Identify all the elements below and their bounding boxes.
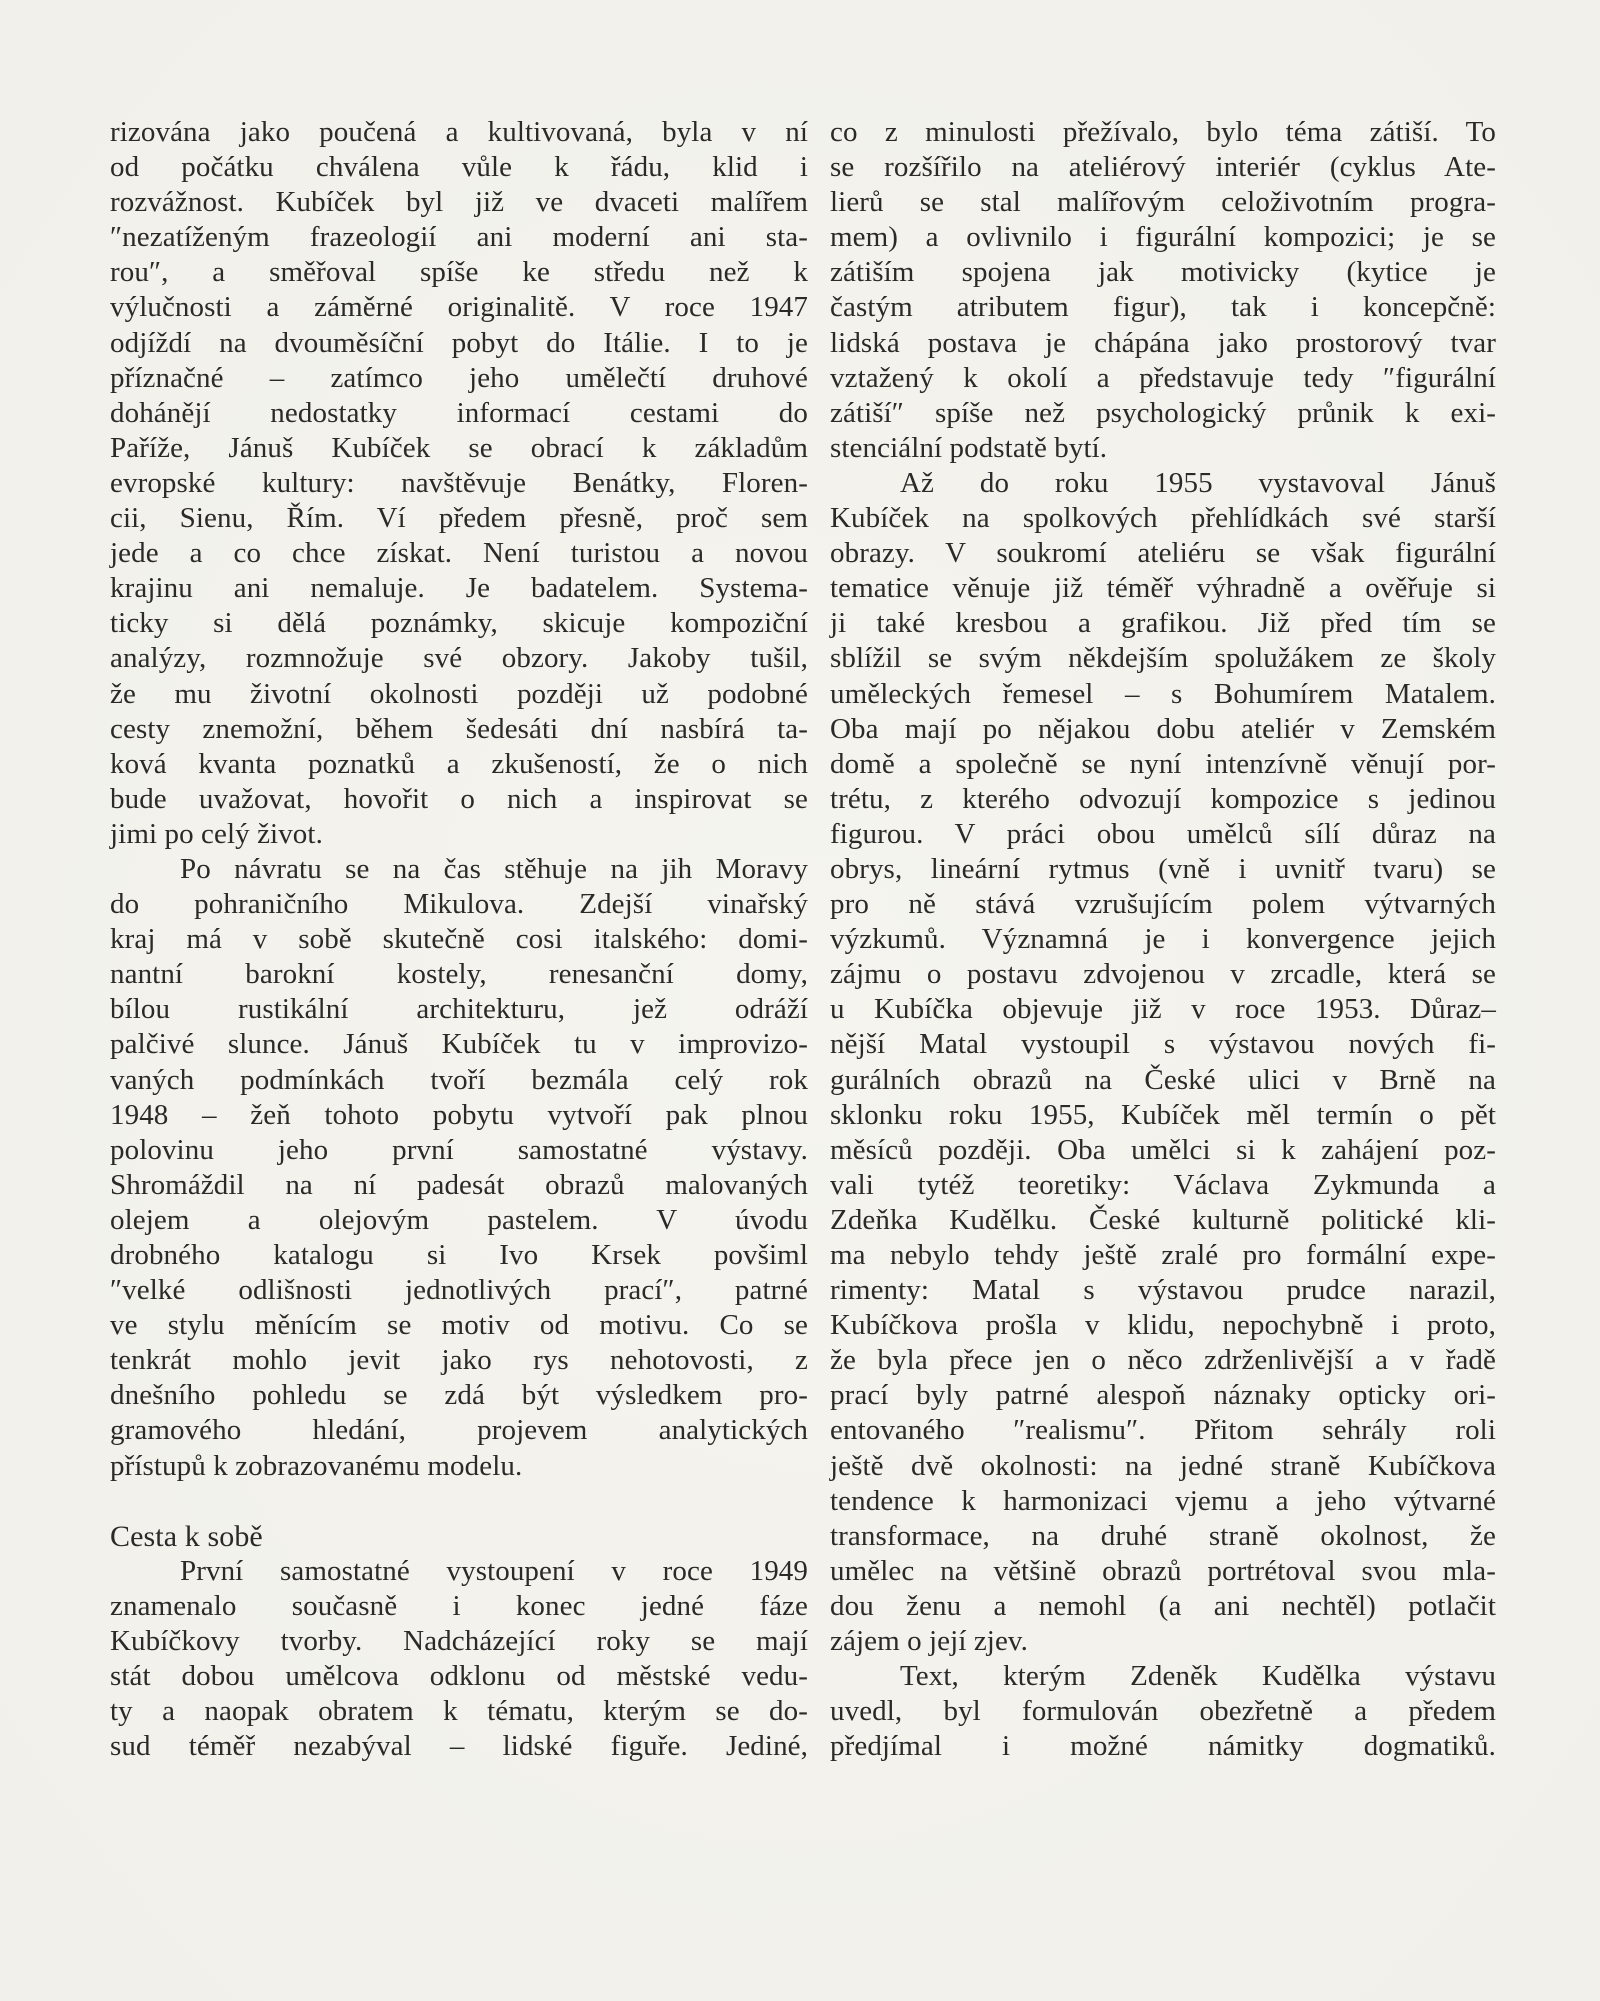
text-line: rizována jako poučená a kultivovaná, byla v ní: [110, 116, 808, 148]
paragraph-first-line: První samostatné vystoupení v roce 1949: [180, 1554, 808, 1587]
text-line: ji také kresbou a grafikou. Již před tím se: [830, 607, 1496, 640]
text-line: dnešního pohledu se zdá být výsledkem pro-: [110, 1379, 808, 1412]
text-line: bude uvažovat, hovořit o nich a inspirovat se: [110, 782, 808, 815]
text-line: od počátku chválena vůle k řádu, klid i: [110, 151, 808, 184]
text-line: pro ně stává vzrušujícím polem výtvarných: [830, 888, 1496, 921]
text-line: měsíců později. Oba umělci si k zahájení poz-: [830, 1133, 1496, 1166]
text-line: gurálních obrazů na České ulici v Brně na: [830, 1063, 1496, 1096]
text-line: co z minulosti přežívalo, bylo téma zátiší. To: [830, 116, 1496, 148]
text-line: mem) a ovlivnilo i figurální kompozici; je se: [830, 221, 1496, 254]
text-line: ková kvanta poznatků a zkušeností, že o nich: [110, 747, 808, 780]
text-line: Shromáždil na ní padesát obrazů malovaných: [110, 1168, 808, 1201]
text-line: analýzy, rozmnožuje své obzory. Jakoby tušil,: [110, 642, 808, 675]
text-line: nější Matal vystoupil s výstavou nových fi-: [830, 1028, 1496, 1061]
text-line: obrys, lineární rytmus (vně i uvnitř tvaru) se: [830, 852, 1496, 885]
paragraph-spacer: [110, 1484, 808, 1519]
text-line: jimi po celý život.: [110, 817, 323, 850]
text-line: prací byly patrné alespoň náznaky opticky ori-: [830, 1379, 1496, 1412]
text-line: vztažený k okolí a představuje tedy ″figurální: [830, 361, 1496, 394]
text-line: sud téměř nezabýval – lidské figuře. Jediné,: [110, 1730, 808, 1763]
text-line: polovinu jeho první samostatné výstavy.: [110, 1133, 808, 1166]
text-line: přístupů k zobrazovanému modelu.: [110, 1449, 523, 1482]
text-line: zátiším spojena jak motivicky (kytice je: [830, 256, 1496, 289]
text-line: že byla přece jen o něco zdrženlivější a v řadě: [830, 1344, 1496, 1377]
text-line: krajinu ani nemaluje. Je badatelem. Systema-: [110, 572, 808, 605]
text-line: rozvážnost. Kubíček byl již ve dvaceti malířem: [110, 186, 808, 219]
text-line: příznačné – zatímco jeho umělečtí druhové: [110, 361, 808, 394]
text-line: vali tytéž teoretiky: Václava Zykmunda a: [830, 1168, 1496, 1201]
text-line: bílou rustikální architekturu, jež odráží: [110, 993, 808, 1026]
text-line: domě a společně se nyní intenzívně věnují por-: [830, 747, 1496, 780]
text-line: Kubíčkova prošla v klidu, nepochybně i proto,: [830, 1309, 1496, 1342]
left-text-column: [110, 115, 808, 1764]
text-line: lierů se stal malířovým celoživotním progra-: [830, 186, 1496, 219]
text-line: do pohraničního Mikulova. Zdejší vinařský: [110, 888, 808, 921]
section-heading: Cesta k sobě: [110, 1519, 263, 1553]
text-line: olejem a olejovým pastelem. V úvodu: [110, 1203, 808, 1236]
text-line: 1948 – žeň tohoto pobytu vytvoří pak plnou: [110, 1098, 808, 1131]
text-line: rou″, a směřoval spíše ke středu než k: [110, 256, 808, 289]
text-line: nantní barokní kostely, renesanční domy,: [110, 958, 808, 991]
text-line: dohánějí nedostatky informací cestami do: [110, 396, 808, 429]
text-line: Zdeňka Kudělku. České kulturně politické kli-: [830, 1203, 1496, 1236]
text-line: častým atributem figur), tak i koncepčně:: [830, 291, 1496, 324]
paragraph-first-line: Po návratu se na čas stěhuje na jih Moravy: [180, 852, 808, 885]
text-line: předjímal i možné námitky dogmatiků.: [830, 1730, 1496, 1763]
text-line: transformace, na druhé straně okolnost, že: [830, 1519, 1496, 1552]
text-line: výzkumů. Významná je i konvergence jejich: [830, 923, 1496, 956]
text-line: cesty znemožní, během šedesáti dní nasbírá ta-: [110, 712, 808, 745]
text-line: ještě dvě okolnosti: na jedné straně Kubíčkova: [830, 1449, 1496, 1482]
text-line: lidská postava je chápána jako prostorový tvar: [830, 326, 1496, 359]
text-line: se rozšířilo na ateliérový interiér (cyklus Ate-: [830, 151, 1496, 184]
text-line: ve stylu měnícím se motiv od motivu. Co se: [110, 1309, 808, 1342]
text-line: stát dobou umělcova odklonu od městské vedu-: [110, 1660, 808, 1693]
text-line: Oba mají po nějakou dobu ateliér v Zemském: [830, 712, 1496, 745]
text-line: ma nebylo tehdy ještě zralé pro formální expe-: [830, 1239, 1496, 1271]
text-line: dou ženu a nemohl (a ani nechtěl) potlačit: [830, 1589, 1496, 1622]
text-line: vaných podmínkách tvoří bezmála celý rok: [110, 1063, 808, 1096]
text-line: ticky si dělá poznámky, skicuje kompoziční: [110, 607, 808, 640]
text-line: evropské kultury: navštěvuje Benátky, Floren-: [110, 466, 808, 499]
text-line: tendence k harmonizaci vjemu a jeho výtvarné: [830, 1484, 1496, 1517]
text-line: znamenalo současně i konec jedné fáze: [110, 1589, 808, 1622]
text-line: palčivé slunce. Jánuš Kubíček tu v improvizo-: [110, 1028, 808, 1061]
text-line: ″velké odlišnosti jednotlivých prací″, patrné: [110, 1274, 808, 1307]
text-line: figurou. V práci obou umělců sílí důraz na: [830, 817, 1496, 850]
text-line: sblížil se svým někdejším spolužákem ze školy: [830, 642, 1496, 675]
text-line: entovaného ″realismu″. Přitom sehrály roli: [830, 1414, 1496, 1447]
text-line: kraj má v sobě skutečně cosi italského: domi-: [110, 923, 808, 956]
text-line: Kubíčkovy tvorby. Nadcházející roky se mají: [110, 1625, 808, 1658]
text-line: Kubíček na spolkových přehlídkách své starší: [830, 502, 1496, 535]
text-line: výlučnosti a záměrné originalitě. V roce 1947: [110, 291, 808, 324]
text-line: rimenty: Matal s výstavou prudce narazil,: [830, 1274, 1496, 1307]
text-line: zátiší″ spíše než psychologický průnik k exi-: [830, 396, 1496, 429]
paragraph-first-line: Až do roku 1955 vystavoval Jánuš: [900, 466, 1496, 499]
text-line: uvedl, byl formulován obezřetně a předem: [830, 1695, 1496, 1728]
right-text-column: [830, 115, 1496, 1764]
text-line: tematice věnuje již téměř výhradně a ověřuje si: [830, 572, 1496, 605]
text-line: obrazy. V soukromí ateliéru se však figurální: [830, 537, 1496, 570]
text-line: ty a naopak obratem k tématu, kterým se do-: [110, 1695, 808, 1728]
text-line: drobného katalogu si Ivo Krsek povšiml: [110, 1239, 808, 1271]
text-line: u Kubíčka objevuje již v roce 1953. Důraz–: [830, 993, 1496, 1026]
text-line: stenciální podstatě bytí.: [830, 431, 1108, 464]
text-line: cii, Sienu, Řím. Ví předem přesně, proč sem: [110, 502, 808, 535]
text-line: trétu, z kterého odvozují kompozice s jedinou: [830, 782, 1496, 815]
text-line: odjíždí na dvouměsíční pobyt do Itálie. I to je: [110, 326, 808, 359]
paragraph-first-line: Text, kterým Zdeněk Kudělka výstavu: [900, 1660, 1496, 1693]
text-line: umělec na většině obrazů portrétoval svou mla-: [830, 1554, 1496, 1587]
text-line: tenkrát mohlo jevit jako rys nehotovosti, z: [110, 1344, 808, 1377]
text-line: jede a co chce získat. Není turistou a novou: [110, 537, 808, 570]
text-line: že mu životní okolnosti později už podobné: [110, 677, 808, 710]
text-line: Paříže, Jánuš Kubíček se obrací k základům: [110, 431, 808, 464]
text-line: zájem o její zjev.: [830, 1625, 1028, 1658]
text-line: zájmu o postavu zdvojenou v zrcadle, která se: [830, 958, 1496, 991]
text-line: ″nezatíženým frazeologií ani moderní ani sta-: [110, 221, 808, 254]
text-line: sklonku roku 1955, Kubíček měl termín o pět: [830, 1098, 1496, 1131]
text-line: gramového hledání, projevem analytických: [110, 1414, 808, 1447]
text-line: uměleckých řemesel – s Bohumírem Matalem.: [830, 677, 1496, 710]
